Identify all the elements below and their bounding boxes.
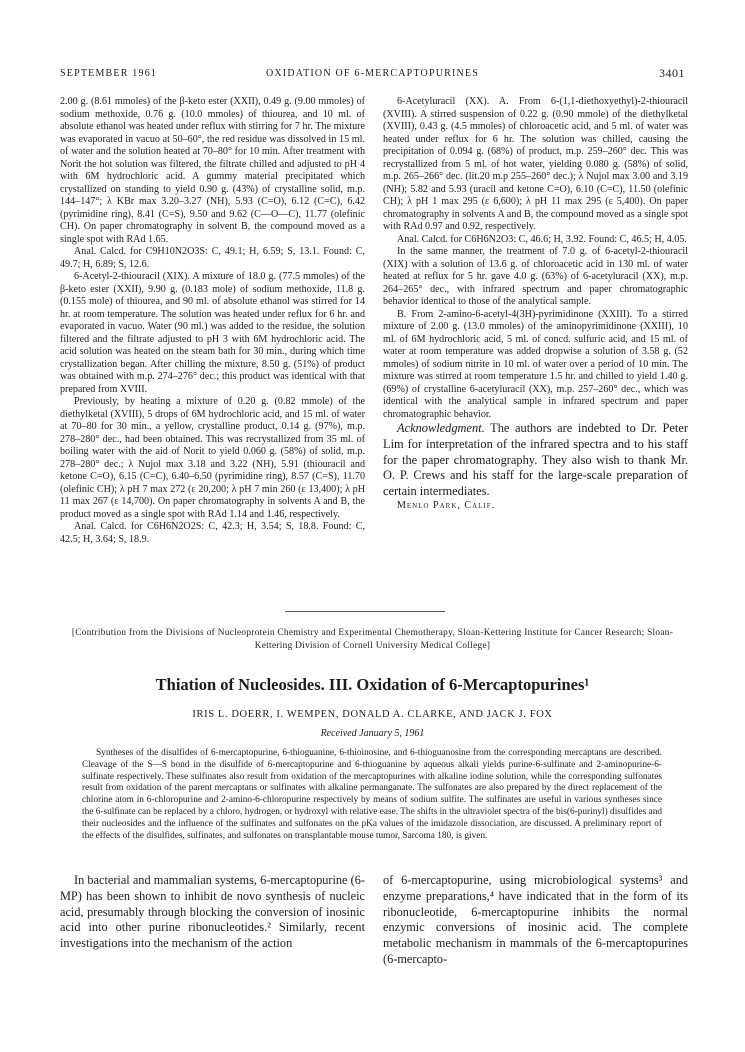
paragraph: Previously, by heating a mixture of 0.20 g. (0.82 mmole) of the diethylketal (XVIII), 5 drops of 6M hydrochloric acid, and 15 ml. of water at 70–80 for 30 min., a yellow, crystalline product, 0.14 g. (97%), m.p. 278–280° dec., had been obtained. This was recrystallized from 35 ml. of boiling water with the aid of Norit to yield 0.060 g. (58%) of solid, m.p. 278–280° dec.; λ Nujol max 3.18 and 3.22 (NH), 5.91 (thiouracil and ketone C=O), 6.15 (C=C), 6.40–6.50 (pyrimidine ring), 8.57 (C=S), 11.70 (olefinic CH); λ pH 7 max 272 (ε 20,200; λ pH 7 min 260 (ε 13,400); λ pH 11 max 267 (ε 14,700). On paper chromatography in solvents A and B, the product moved as a single spot with RAd 1.14 and 1.46, respectively. — [60, 396, 365, 520]
analysis-paragraph: Anal. Calcd. for C6H6N2O2S: C, 42.3; H, 3.54; S, 18.8. Found: C, 42.5; H, 3.64; S, 18.9. — [60, 521, 365, 545]
article-title: Thiation of Nucleosides. III. Oxidation of 6-Mercaptopurines¹ — [155, 675, 590, 694]
acknowledgment — [383, 421, 688, 500]
right-column-experimental — [383, 96, 688, 512]
paragraph: In the same manner, the treatment of 7.0 g. of 6-acetyl-2-thiouracil (XIX) with a solution of 13.6 g. of chloroacetic acid in 130 ml. of water heated at reflux for 5 hr. gave 4.0 g. (63%) of 6-acetyluracil (XX), m.p. 264–265° dec., with infrared spectrum and paper chromatographic behavior identical to those of the analytical sample. — [383, 246, 688, 307]
issue-date: SEPTEMBER 1961 — [60, 68, 158, 79]
paragraph: In bacterial and mammalian systems, 6-mercaptopurine (6-MP) has been shown to inhibit de novo synthesis of nucleic acid, presumably through blocking the conversion of inosinic acid into other purine ribonucleotides.² Similarly, recent investigations into the mechanism of the action — [60, 873, 365, 951]
paragraph: 6-Acetyluracil (XX). A. From 6-(1,1-diethoxyethyl)-2-thiouracil (XVIII). A stirred suspension of 0.22 g. (0.90 mmole) of the diethylketal (XVIII), 0.43 g. (4.5 mmoles) of chloroacetic acid, and 5 ml. of water was heated under reflux for 6 hr. The solution was chilled, causing the precipitation of 0.094 g. (68%) of product, m.p. 259–260° dec. This was recrystallized from 5 ml. of hot water, yielding 0.080 g. (58%) of solid, m.p. 265–266° dec. (lit.20 m.p 255–260° dec.); λ Nujol max 3.00 and 3.19 (NH); 5.82 and 5.93 (uracil and ketone C=O), 6.10 (C=C), 11.50 (olefinic CH); λ pH 1 max 295 (ε 6,600); λ pH 11 max 295 (ε 5,400). On paper chromatography in solvents A and B, the compound moved as a single spot with RAd 0.97 and 0.92, respectively. — [383, 96, 688, 232]
paragraph: of 6-mercaptopurine, using microbiological systems³ and enzyme preparations,⁴ have indicated that in the form of its ribonucleotide, 6-mercaptopurine inhibits the normal enzymic conversions of inosinic acid. The complete metabolic mechanism in mammals of the 6-mercaptopurines (6-mercapto- — [383, 873, 688, 966]
running-head — [60, 68, 685, 82]
acknowledgment-heading: Acknowledgment. — [397, 421, 485, 435]
left-column-experimental — [60, 96, 365, 546]
abstract-text: Syntheses of the disulfides of 6-mercaptopurine, 6-thioguanine, 6-thioinosine, and 6-thioguanosine from the corresponding mercaptans are described. Cleavage of the S—S bond in the disulfide of 6-mercaptopurine and 6-thioguanine by aqueous alkali yields purine-6-sulfinate and 2-aminopurine-6-sulfinate respectively. These sulfinates also result from oxidation of the mercaptopurines with alkaline iodine solution, while the corresponding sulfonates result from oxidation of the parent mercaptans or sulfinates with alkaline permanganate. The sulfonates are also prepared by the direct replacement of the chlorine atom in 6-chloropurine and 2-amino-6-chloropurine respectively by means of sodium sulfite. The sulfinates are useful in various syntheses since the 6-sulfinate can be replaced by a chloro, hydrogen, or hydroxyl with relative ease. The shifts in the ultraviolet spectra of the bis(6-purinyl) disulfides and their nucleosides and the influence of the sulfinates and sulfonates on the pKa values of the imidazole dissociation, are discussed. A preliminary report of the effects of the disulfides, sulfinates, and sulfonates on transplantable mouse tumor, Sarcoma 180, is given. — [82, 748, 662, 841]
authors: IRIS L. DOERR, I. WEMPEN, DONALD A. CLARKE, AND JACK J. FOX — [192, 709, 553, 720]
running-title: OXIDATION OF 6-MERCAPTOPURINES — [265, 68, 480, 79]
contribution-line: [Contribution from the Divisions of Nucleoprotein Chemistry and Experimental Chemotherapy, Sloan-Kettering Institute for Cancer Research; Sloan-Kettering Division of Cornell University Medical College] — [71, 628, 674, 651]
address: Menlo Park, Calif. — [397, 499, 496, 511]
introduction-left — [60, 873, 365, 952]
paragraph: 6-Acetyl-2-thiouracil (XIX). A mixture of 18.0 g. (77.5 mmoles) of the β-keto ester (XXII), 9.90 g. (0.183 mole) of sodium methoxide, 11.8 g. (0.155 mole) of thiourea, and 90 ml. of absolute ethanol was stirred for 14 hr. at room temperature. The solution was heated under reflux for 6 hr. and evaporated in vacuo. Water (90 ml.) was added to the residue, the solution filtered and the filtrate adjusted to pH 3 with 6M hydrochloric acid. The acid solution was heated on the steam bath for 30 min., during which time crystallization began. After chilling the mixture, 8.50 g. (51%) of product was obtained with m.p. 274–276° dec.; this product was identical with that prepared from XVIII. — [60, 271, 365, 395]
analysis-paragraph: Anal. Calcd. for C9H10N2O3S: C, 49.1; H, 6.59; S, 13.1. Found: C, 49.7; H, 6.89; S, 12.6. — [60, 246, 365, 270]
introduction-right — [383, 873, 688, 968]
paragraph: B. From 2-amino-6-acetyl-4(3H)-pyrimidinone (XXIII). To a stirred mixture of 2.00 g. (13.0 mmoles) of the aminopyrimidinone (XXIII), 10 ml. of 6M hydrochloric acid, 5 ml. of concd. sulfuric acid, and 15 ml. of water at room temperature was added dropwise a solution of 3.58 g. (52 mmoles) of sodium nitrite in 10 ml. of water over a period of 10 min. The mixture was stirred at room temperature 1.5 hr. and chilled to yield 1.40 g. (69%) of crystalline 6-acetyluracil (XX), m.p. 257–260° dec., which was identical with the analytical sample in infrared spectrum and paper chromatographic behavior. — [383, 308, 688, 420]
analysis-paragraph: Anal. Calcd. for C6H6N2O3: C, 46.6; H, 3.92. Found: C, 46.5; H, 4.05. — [397, 233, 687, 245]
received-date: Received January 5, 1961 — [320, 728, 425, 739]
paragraph: 2.00 g. (8.61 mmoles) of the β-keto ester (XXII), 0.49 g. (9.00 mmoles) of sodium methoxide, 0.76 g. (10.0 mmoles) of thiourea, and 10 ml. of absolute ethanol was heated under reflux with stirring for 7 hr. The mixture was evaporated in vacuo at 50–60°, the red residue was dissolved in 15 ml. of water and the solution heated at 70–80° for 10 min. After treatment with Norit the hot solution was filtered, the filtrate chilled and adjusted to pH 4 with 6M hydrochloric acid. A gummy material precipitated which crystallized on standing to yield 0.90 g. (43%) of crystalline solid, m.p. 144–147°; λ KBr max 3.20–3.27 (NH), 5.93 (C=O), 6.12 (C=C), 6.42 (pyrimidine ring), 8.41 (C=S), 9.50 and 9.62 (C—O—C), 11.77 (olefinic CH). On paper chromatography in solvent B, the compound moved as a single spot with RAd 1.65. — [60, 96, 365, 245]
abstract — [82, 748, 662, 842]
page-number: 3401 — [659, 66, 685, 80]
acknowledgment-text: The authors are indebted to Dr. Peter Lim for interpretation of the infrared spectra and to his staff for the paper chromatography. They also wish to thank Mr. O. P. Crews and his staff for the large-scale preparation of certain intermediates. — [383, 421, 689, 499]
section-divider — [285, 611, 445, 612]
